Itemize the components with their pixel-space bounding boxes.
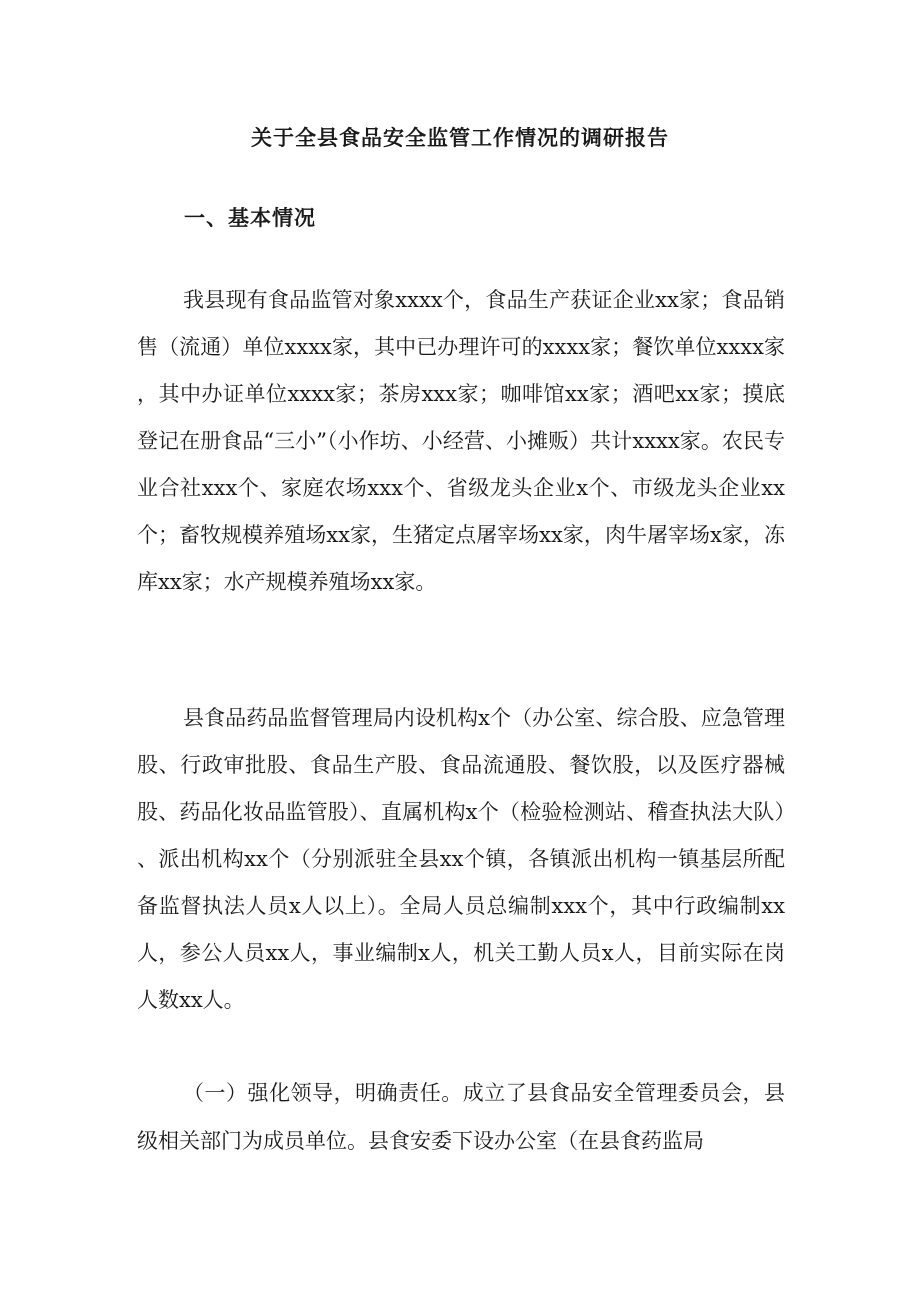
document-title: 关于全县食品安全监管工作情况的调研报告 bbox=[251, 125, 669, 150]
section-heading: 一、基本情况 bbox=[184, 205, 316, 230]
paragraph-agency-structure: 县食品药品监督管理局内设机构x个（办公室、综合股、应急管理股、行政审批股、食品生产股、食品流通股、餐饮股，以及医疗器械股、药品化妆品监管股）、直属机构x个（检验检测站、稽查执法大队）、派出机构xx个（分别派驻全县xx个镇，各镇派出机构一镇基层所配备监督执法人员x人以上）。全局人员总编制xxx个，其中行政编制xx人，参公人员xx人，事业编制x人，机关工勤人员x人，目前实际在岗人数xx人。 bbox=[137, 706, 785, 1012]
paragraph-basic-overview: 我县现有食品监管对象xxxx个，食品生产获证企业xx家；食品销售（流通）单位xxxx家，其中已办理许可的xxxx家；餐饮单位xxxx家，其中办证单位xxxx家；茶房xxx家；咖啡馆xx家；酒吧xx家；摸底登记在册食品“三小”（小作坊、小经营、小摊贩）共计xxxx家。农民专业合社xxx个、家庭农场xxx个、省级龙头企业x个、市级龙头企业xx个；畜牧规模养殖场xx家，生猪定点屠宰场xx家，肉牛屠宰场x家，冻库xx家；水产规模养殖场xx家。 bbox=[137, 288, 785, 594]
paragraph-leadership: （一）强化领导，明确责任。成立了县食品安全管理委员会，县级相关部门为成员单位。县食安委下设办公室（在县食药监局 bbox=[137, 1081, 785, 1153]
